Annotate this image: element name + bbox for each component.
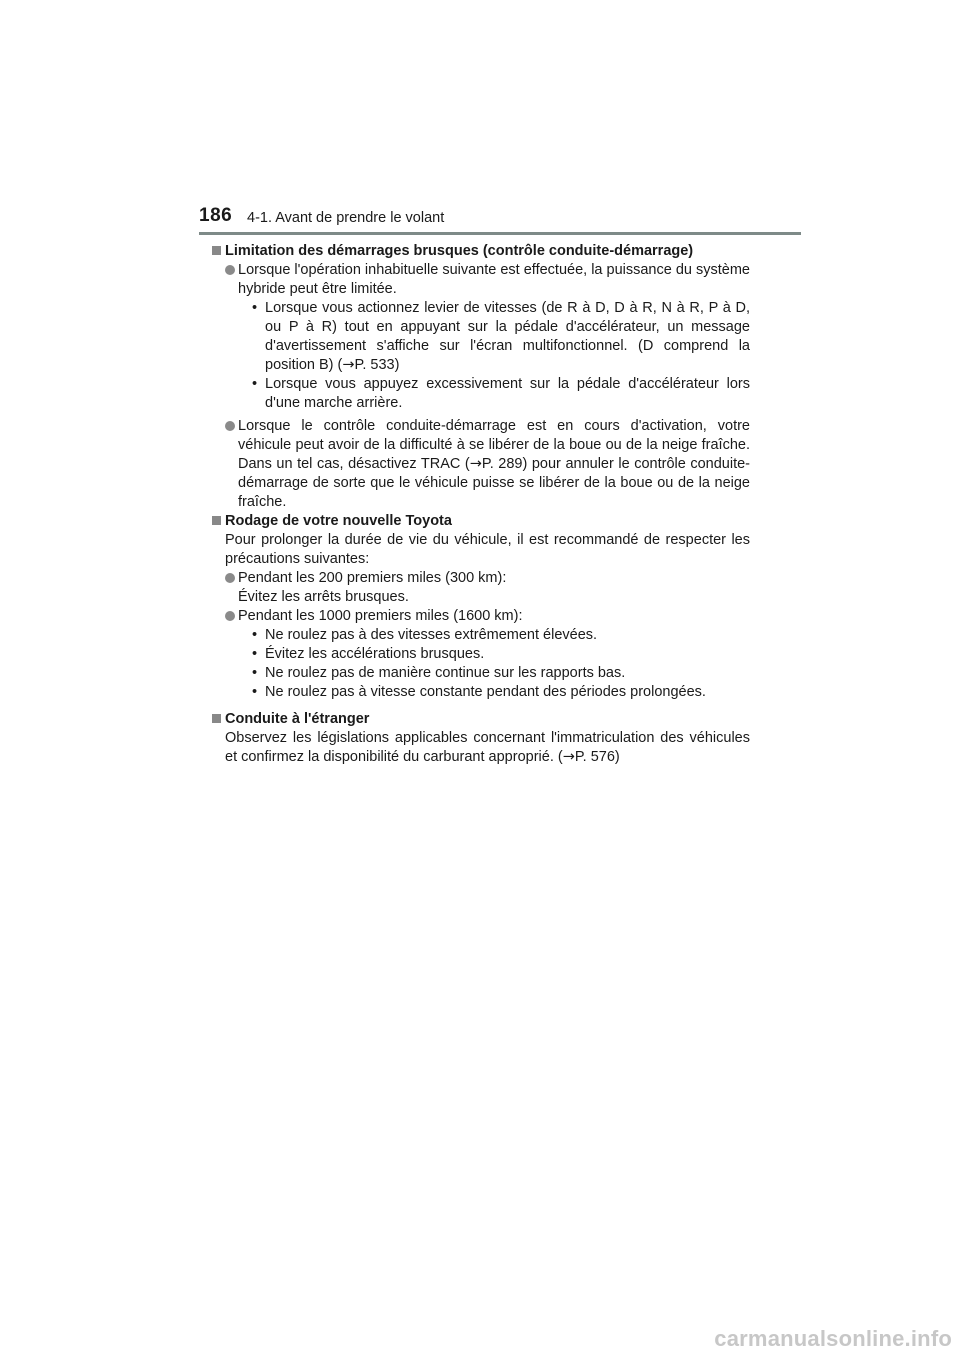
page-content (212, 242, 750, 767)
list-item: • Lorsque vous appuyez excessivement sur la pédale d'accélérateur lors d'une marche arrière. (252, 376, 750, 411)
dash-list (225, 299, 750, 413)
arrow-icon: → (562, 749, 575, 765)
arrow-icon: → (342, 357, 355, 373)
dash-list (225, 626, 750, 702)
paragraph: Observez les législations applicables concernant l'immatriculation des véhicules et confirmez la disponibilité du carburant approprié. (→P. 576) (225, 730, 750, 765)
page-header (199, 205, 801, 235)
section-body-etranger (212, 729, 750, 767)
paragraph: Pour prolonger la durée de vie du véhicule, il est recommandé de respecter les précautions suivantes: (225, 532, 750, 567)
list-item: Pendant les 1000 premiers miles (1600 km): (225, 607, 750, 626)
section-body-limitation (212, 261, 750, 512)
square-bullet-icon (212, 246, 221, 255)
square-bullet-icon (212, 714, 221, 723)
list-item: • Ne roulez pas à vitesse constante pendant des périodes prolongées. (252, 684, 706, 700)
page-number: 186 (199, 205, 233, 226)
section-body-rodage (212, 531, 750, 702)
section-heading-etranger: Conduite à l'étranger (212, 710, 750, 729)
square-bullet-icon (212, 516, 221, 525)
list-item: • Évitez les accélérations brusques. (252, 646, 485, 662)
list-item: • Ne roulez pas à des vitesses extrêmement élevées. (252, 627, 598, 643)
round-bullet-icon (225, 611, 235, 621)
watermark: carmanualsonline.info (714, 1326, 952, 1351)
list-item: • Lorsque vous actionnez levier de vitesses (de R à D, D à R, N à R, P à D, ou P à R) tout en appuyant sur la pédale d'accélérateur, un message d'avertissement s'affiche sur l'écran multifonctionnel. (D comprend la position B) (→P. 533) (252, 300, 750, 373)
list-item: Lorsque le contrôle conduite-démarrage est en cours d'activation, votre véhicule peut avoir de la difficulté à se libérer de la boue ou de la neige fraîche. Dans un tel cas, désactivez TRAC (→P. 289) pour annuler le contrôle conduite-démarrage de sorte que le véhicule puisse se libérer de la boue ou de la neige fraîche. (225, 417, 750, 512)
section-heading-limitation: Limitation des démarrages brusques (contrôle conduite-démarrage) (212, 242, 750, 261)
arrow-icon: → (469, 456, 482, 472)
list-item: Pendant les 200 premiers miles (300 km): Évitez les arrêts brusques. (225, 569, 750, 607)
round-bullet-icon (225, 573, 235, 583)
round-bullet-icon (225, 265, 235, 275)
list-item: Lorsque l'opération inhabituelle suivante est effectuée, la puissance du système hybride peut être limitée. (225, 261, 750, 299)
section-title: 4-1. Avant de prendre le volant (247, 210, 445, 226)
round-bullet-icon (225, 421, 235, 431)
header-rule (199, 232, 801, 235)
list-item: • Ne roulez pas de manière continue sur les rapports bas. (252, 665, 626, 681)
section-heading-rodage: Rodage de votre nouvelle Toyota (212, 512, 750, 531)
